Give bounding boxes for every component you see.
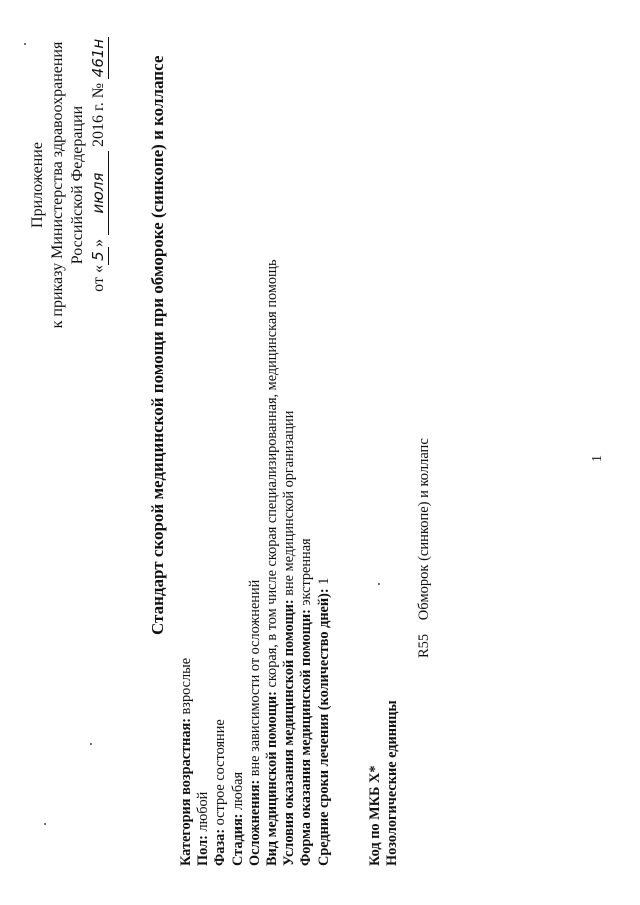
attribute-value: скорая, в том числе скорая специализированная, медицинская помощь <box>264 259 281 692</box>
scan-speck <box>44 823 46 825</box>
attribute-row <box>247 259 264 866</box>
order-month: июля <box>88 151 109 235</box>
diagnosis-row <box>416 438 433 658</box>
attribute-row <box>298 259 315 866</box>
appendix-heading: Приложение <box>29 142 46 228</box>
order-year: 2016 г. № <box>90 83 107 148</box>
order-line <box>88 35 109 335</box>
attribute-row <box>195 259 212 866</box>
attribute-row <box>230 259 247 866</box>
attribute-label: Стадия: <box>229 813 246 866</box>
scan-speck <box>378 583 380 585</box>
attribute-row <box>212 259 229 866</box>
attribute-value: любая <box>229 771 246 814</box>
scan-speck <box>24 43 26 45</box>
attribute-row <box>281 259 298 866</box>
order-mid: » <box>90 239 107 248</box>
attribute-label: Фаза: <box>212 828 229 866</box>
attribute-row <box>264 259 281 866</box>
scan-speck <box>90 743 92 745</box>
attribute-value: вне зависимости от осложнений <box>246 579 263 780</box>
mkb-code-label: Код по МКБ Х* <box>367 765 383 866</box>
attribute-value: вне медицинской организации <box>281 410 298 600</box>
attribute-value: взрослые <box>178 657 194 719</box>
nosology-label: Нозологические единицы <box>384 700 401 866</box>
diagnosis-name: Обморок (синкопе) и коллапс <box>416 438 432 621</box>
document-title: Стандарт скорой медицинской помощи при обмороке (синкопе) и коллапсе <box>148 55 167 635</box>
standard-attributes <box>178 259 333 866</box>
attribute-label: Вид медицинской помощи: <box>264 691 281 866</box>
attribute-label: Условия оказания медицинской помощи: <box>281 599 298 866</box>
attribute-value: экстренная <box>298 538 315 610</box>
attribute-value: 1 <box>315 577 332 589</box>
attribute-label: Средние сроки лечения (количество дней): <box>315 588 332 866</box>
appendix-line-federation: Российской Федерации <box>69 105 86 265</box>
order-prefix: от « <box>90 265 107 292</box>
attribute-label: Пол: <box>195 835 212 866</box>
diagnosis-code: R55 <box>416 633 432 658</box>
order-day: 5 <box>88 247 109 265</box>
appendix-block <box>28 35 109 335</box>
attribute-value: острое состояние <box>212 719 229 829</box>
attribute-label: Форма оказания медицинской помощи: <box>298 609 315 866</box>
attribute-label: Осложнения: <box>246 779 263 866</box>
appendix-line-ministry: к приказу Министерства здравоохранения <box>49 41 66 329</box>
order-number: 461н <box>89 38 107 78</box>
code-headers <box>367 700 401 866</box>
attribute-row <box>316 259 333 866</box>
attribute-label: Категория возрастная: <box>178 718 194 866</box>
page-number: 1 <box>590 455 605 462</box>
attribute-value: любой <box>195 791 212 836</box>
attribute-row <box>178 259 195 866</box>
